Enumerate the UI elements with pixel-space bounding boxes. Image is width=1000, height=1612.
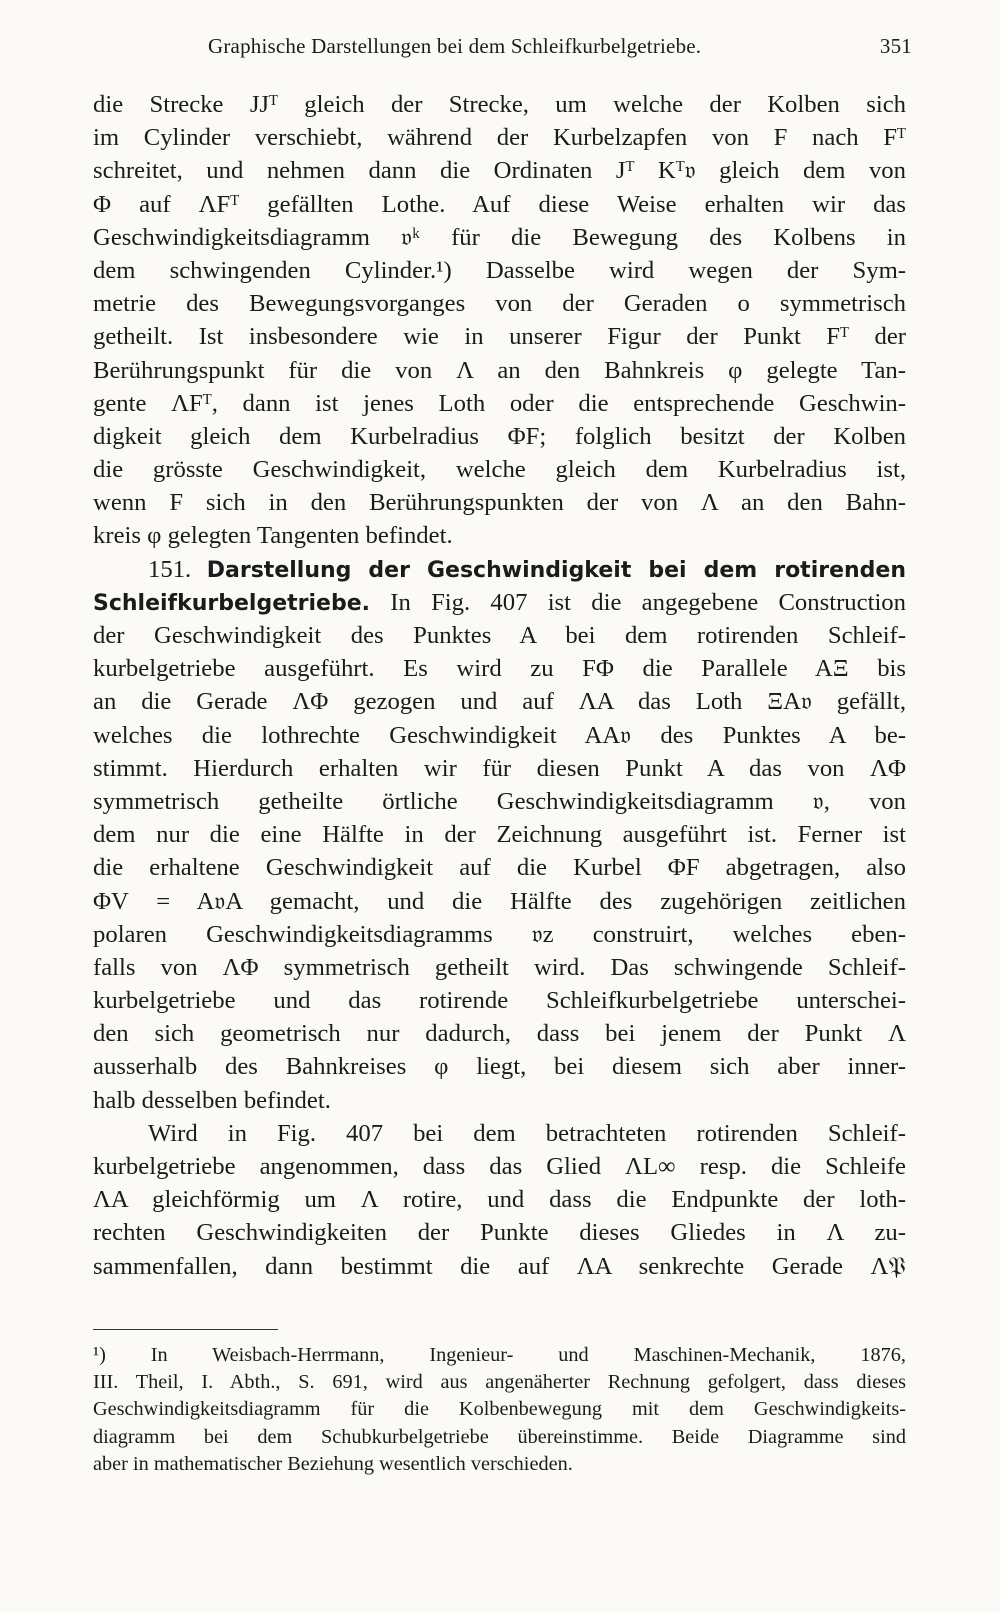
text-line: polaren Geschwindigkeitsdiagramms 𝔳z construirt, welches eben-	[93, 920, 906, 948]
section-number: 151.	[148, 555, 192, 583]
footnote-line: diagramm bei dem Schubkurbelgetriebe übereinstimme. Beide Diagramme sind	[93, 1425, 906, 1448]
text-line: die Strecke JJᵀ gleich der Strecke, um welche der Kolben sich	[93, 91, 906, 118]
text-line: wenn F sich in den Berührungspunkten der von Λ an den Bahn-	[93, 489, 906, 517]
section-heading-line-2	[93, 586, 906, 619]
section-heading-line	[93, 553, 906, 586]
footnote-line: Geschwindigkeitsdiagramm für die Kolbenbewegung mit dem Geschwindigkeits-	[93, 1398, 906, 1421]
text-line: symmetrisch getheilte örtliche Geschwindigkeitsdiagramm 𝔳, von	[93, 787, 906, 815]
text-line: Φ auf ΛFᵀ gefällten Lothe. Auf diese Weise erhalten wir das	[93, 190, 906, 218]
text-line: die grösste Geschwindigkeit, welche gleich dem Kurbelradius ist,	[93, 456, 906, 484]
text-line: digkeit gleich dem Kurbelradius ΦF; folglich besitzt der Kolben	[93, 422, 906, 450]
text-line: welches die lothrechte Geschwindigkeit AA𝔳 des Punktes A be-	[93, 721, 906, 749]
page-number: 351	[879, 34, 912, 58]
text-line: die erhaltene Geschwindigkeit auf die Kurbel ΦF abgetragen, also	[93, 854, 906, 882]
running-header	[208, 34, 912, 59]
text-line: gente ΛFᵀ, dann ist jenes Loth oder die entsprechende Geschwin-	[93, 389, 906, 417]
text-line: kreis φ gelegten Tangenten befindet.	[93, 522, 453, 550]
footnote-line: ¹) In Weisbach-Herrmann, Ingenieur- und Maschinen-Mechanik, 1876,	[93, 1344, 906, 1366]
running-title: Graphische Darstellungen bei dem Schleifkurbelgetriebe.	[208, 34, 702, 58]
text-line: getheilt. Ist insbesondere wie in unserer Figur der Punkt Fᵀ der	[93, 323, 906, 351]
footnote-divider	[93, 1329, 278, 1330]
section-title-cont: Schleifkurbelgetriebe.	[93, 590, 370, 616]
text-line: im Cylinder verschiebt, während der Kurbelzapfen von F nach Fᵀ	[93, 124, 906, 152]
text-line: ausserhalb des Bahnkreises φ liegt, bei diesem sich aber inner-	[93, 1053, 906, 1081]
text-line: schreitet, und nehmen dann die Ordinaten Jᵀ Kᵀ𝔳 gleich dem von	[93, 157, 906, 185]
text-line: den sich geometrisch nur dadurch, dass bei jenem der Punkt Λ	[93, 1020, 906, 1048]
text-line: Geschwindigkeitsdiagramm 𝔳ᵏ für die Bewegung des Kolbens in	[93, 223, 906, 251]
text-line: ΦV = A𝔳A gemacht, und die Hälfte des zugehörigen zeitlichen	[93, 887, 906, 915]
text-line: Wird in Fig. 407 bei dem betrachteten rotirenden Schleif-	[148, 1119, 906, 1147]
footnote-line: aber in mathematischer Beziehung wesentlich verschieden.	[93, 1452, 573, 1475]
text-line: metrie des Bewegungsvorganges von der Geraden o symmetrisch	[93, 290, 906, 318]
text-line: kurbelgetriebe ausgeführt. Es wird zu FΦ die Parallele AΞ bis	[93, 655, 906, 683]
text-line: stimmt. Hierdurch erhalten wir für diesen Punkt A das von ΛΦ	[93, 754, 906, 782]
text-line: der Geschwindigkeit des Punktes A bei dem rotirenden Schleif-	[93, 622, 906, 649]
text-line: halb desselben befindet.	[93, 1086, 331, 1114]
text-line: dem schwingenden Cylinder.¹) Dasselbe wird wegen der Sym-	[93, 256, 906, 284]
text-line: falls von ΛΦ symmetrisch getheilt wird. Das schwingende Schleif-	[93, 953, 906, 981]
text-fragment: In Fig. 407 ist die angegebene Construction	[390, 588, 906, 616]
text-line: Berührungspunkt für die von Λ an den Bahnkreis φ gelegte Tan-	[93, 356, 906, 384]
main-text	[93, 88, 906, 1283]
text-line: rechten Geschwindigkeiten der Punkte dieses Gliedes in Λ zu-	[93, 1219, 906, 1247]
text-line: kurbelgetriebe und das rotirende Schleifkurbelgetriebe unterschei-	[93, 987, 906, 1015]
text-line: dem nur die eine Hälfte in der Zeichnung ausgeführt ist. Ferner ist	[93, 821, 906, 849]
section-title: Darstellung der Geschwindigkeit bei dem rotirenden	[206, 557, 906, 583]
text-line: an die Gerade ΛΦ gezogen und auf ΛA das Loth ΞA𝔳 gefällt,	[93, 688, 906, 716]
text-line: ΛA gleichförmig um Λ rotire, und dass die Endpunkte der loth-	[93, 1186, 906, 1214]
text-line: sammenfallen, dann bestimmt die auf ΛA senkrechte Gerade Λ𝔓	[93, 1252, 906, 1280]
footnotes	[93, 1342, 906, 1478]
text-line: kurbelgetriebe angenommen, dass das Glied ΛL∞ resp. die Schleife	[93, 1153, 906, 1180]
footnote-line: III. Theil, I. Abth., S. 691, wird aus angenäherter Rechnung gefolgert, dass dieses	[93, 1371, 906, 1394]
